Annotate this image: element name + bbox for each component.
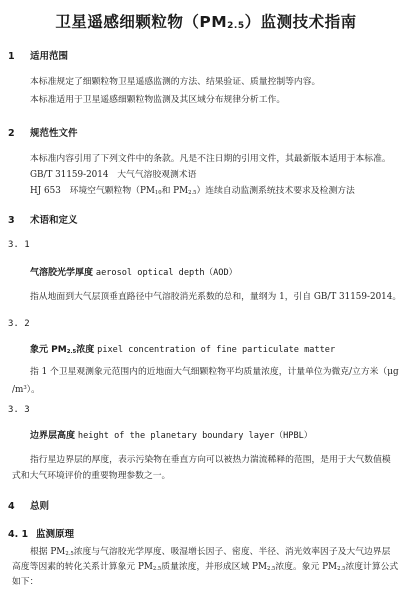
term-pixel-pm25: 象元 $PM_{2.5}$浓度 pixel concentration of fine particulate matter — [30, 345, 336, 355]
term-pixel-pm25-definition-line-2: $/m^3$）。 — [12, 385, 40, 395]
section-1-paragraph-1: 本标准规定了细颗粒物卫星遥感监测的方法、结果验证、质量控制等内容。 — [30, 77, 321, 87]
principle-line-3: 如下： — [12, 577, 39, 587]
section-2-heading: 2 规范性文件 — [8, 128, 78, 139]
subsection-3-3-number: 3. 3 — [8, 405, 30, 415]
subsection-3-1-number: 3. 1 — [8, 240, 30, 250]
term-hpbl-definition-line-1: 指行星边界层的厚度，表示污染物在垂直方向可以被热力湍流稀释的范围，是用于大气数值模 — [30, 455, 391, 465]
document-title: 卫星遥感细颗粒物$(PM_{2.5})$监测技术指南 — [55, 13, 357, 31]
section-1-paragraph-2: 本标准适用于卫星遥感细颗粒物监测及其区域分布规律分析工作。 — [30, 95, 286, 105]
section-4-heading: 4 总则 — [8, 501, 50, 512]
section-3-heading: 3 术语和定义 — [8, 215, 78, 226]
section-2-paragraph: 本标准内容引用了下列文件中的条款。凡是不注日期的引用文件，其最新版本适用于本标准。 — [30, 154, 391, 164]
term-hpbl: 边界层高度 height of the planetary boundary layer（HPBL） — [30, 431, 313, 441]
term-pixel-pm25-definition-line-1: 指 1 个卫星观测象元范围内的近地面大气细颗粒物平均质量浓度，计量单位为微克/立方米（μg — [30, 367, 399, 377]
term-aod-definition: 指从地面到大气层顶垂直路径中气溶胶消光系数的总和，量纲为 1，引自 GB/T 31159-2014。 — [30, 292, 402, 302]
principle-line-1: 根据 $PM_{2.5}$浓度与气溶胶光学厚度、吸湿增长因子、密度、半径、消光效率因子及大气边界层 — [30, 547, 391, 557]
term-aod: 气溶胶光学厚度 aerosol optical depth（AOD） — [30, 268, 238, 278]
term-hpbl-definition-line-2: 式和大气环境评价的重要物理参数之一。 — [12, 471, 171, 481]
reference-gbt-31159: GB/T 31159-2014 大气气溶胶观测术语 — [30, 170, 197, 180]
subsection-3-2-number: 3. 2 — [8, 319, 30, 329]
section-1-heading: 1 适用范围 — [8, 51, 69, 62]
subsection-4-1-heading: 4. 1 监测原理 — [8, 529, 75, 540]
principle-line-2: 高度等因素的转化关系计算象元 $PM_{2.5}$质量浓度，并形成区域 $PM_{2.5}$浓度。象元 $PM_{2.5}$浓度计算公式 — [12, 562, 399, 572]
reference-hj-653: HJ 653 环境空气颗粒物（$PM_{10}$和 $PM_{2.5}$）连续自动监测系统技术要求及检测方法 — [30, 186, 355, 196]
